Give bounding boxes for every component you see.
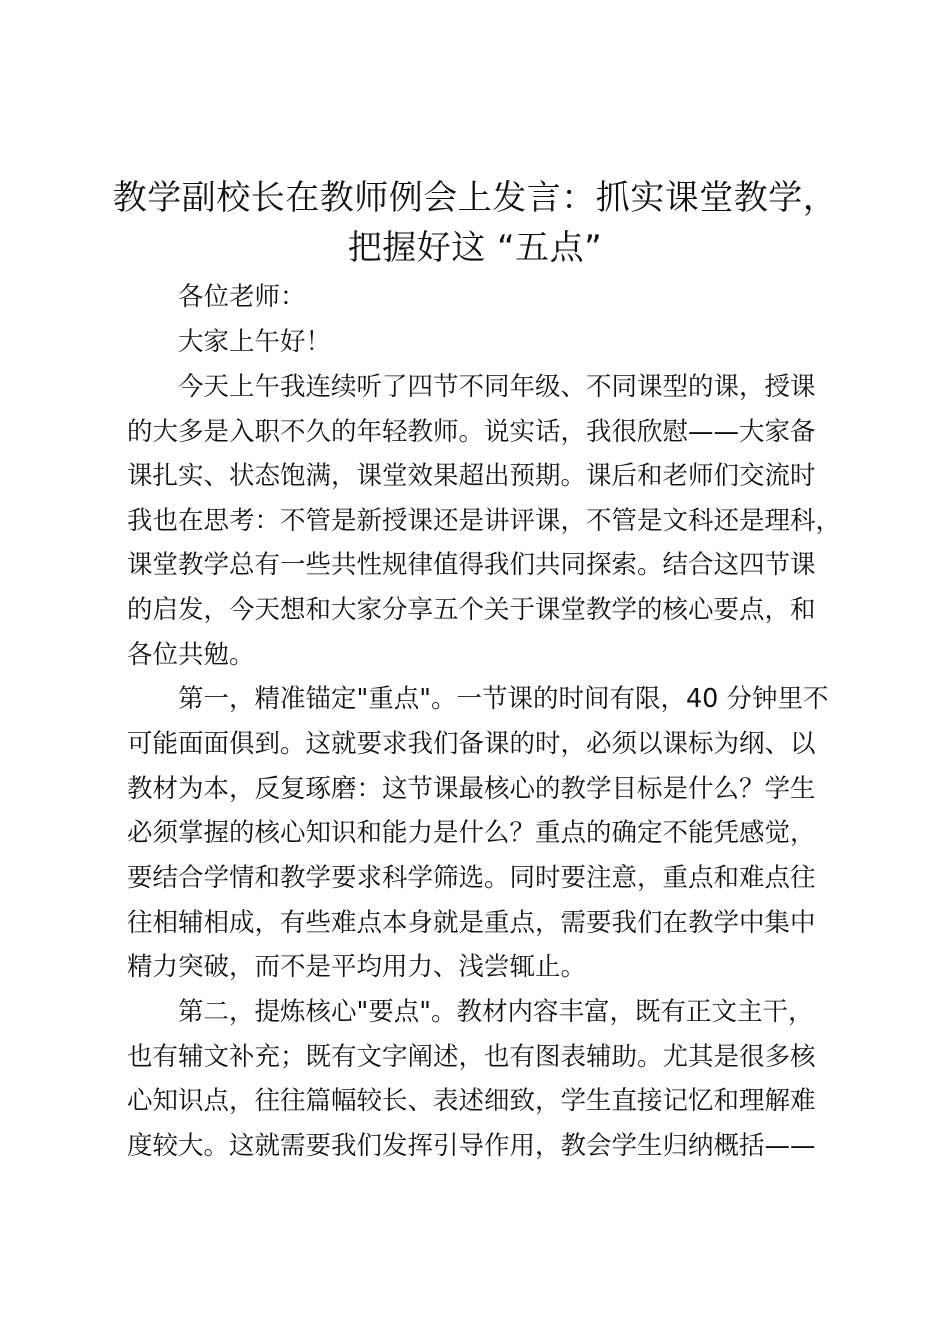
- paragraph-line: 心知识点，往往篇幅较长、表述细致，学生直接记忆和理解难: [127, 1086, 816, 1116]
- paragraph-line: 也有辅文补充；既有文字阐述，也有图表辅助。尤其是很多核: [127, 1042, 816, 1072]
- paragraph-line: 可能面面俱到。这就要求我们备课的时，必须以课标为纲、以: [127, 729, 816, 759]
- salutation: 各位老师：: [178, 282, 306, 312]
- paragraph-line: 第一，精准锚定"重点"。一节课的时间有限，40 分钟里不: [178, 684, 829, 714]
- paragraph-line: 要结合学情和教学要求科学筛选。同时要注意，重点和难点往: [127, 863, 816, 893]
- paragraph-line: 今天上午我连续听了四节不同年级、不同课型的课，授课: [178, 372, 816, 402]
- paragraph-line: 课扎实、状态饱满，课堂效果超出预期。课后和老师们交流时: [127, 461, 816, 491]
- paragraph-line: 必须掌握的核心知识和能力是什么？重点的确定不能凭感觉，: [127, 818, 816, 848]
- paragraph-line: 各位共勉。: [127, 640, 255, 670]
- paragraph-line: 精力突破，而不是平均用力、浅尝辄止。: [127, 952, 587, 982]
- paragraph-line: 往相辅相成，有些难点本身就是重点，需要我们在教学中集中: [127, 908, 816, 938]
- paragraph-line: 课堂教学总有一些共性规律值得我们共同探索。结合这四节课: [127, 550, 816, 580]
- document-title-line-1: 教学副校长在教师例会上发言：抓实课堂教学，: [112, 178, 838, 218]
- greeting: 大家上午好！: [178, 327, 332, 357]
- document-title-line-2: 把握好这 “五点”: [347, 228, 603, 268]
- paragraph-line: 度较大。这就需要我们发挥引导作用，教会学生归纳概括——: [127, 1131, 816, 1161]
- paragraph-line: 第二，提炼核心"要点"。教材内容丰富，既有正文主干，: [178, 997, 814, 1027]
- paragraph-line: 我也在思考：不管是新授课还是讲评课，不管是文科还是理科，: [127, 506, 842, 536]
- paragraph-line: 教材为本，反复琢磨：这节课最核心的教学目标是什么？学生: [127, 774, 816, 804]
- paragraph-line: 的大多是入职不久的年轻教师。说实话，我很欣慰——大家备: [127, 417, 816, 447]
- paragraph-line: 的启发，今天想和大家分享五个关于课堂教学的核心要点，和: [127, 595, 816, 625]
